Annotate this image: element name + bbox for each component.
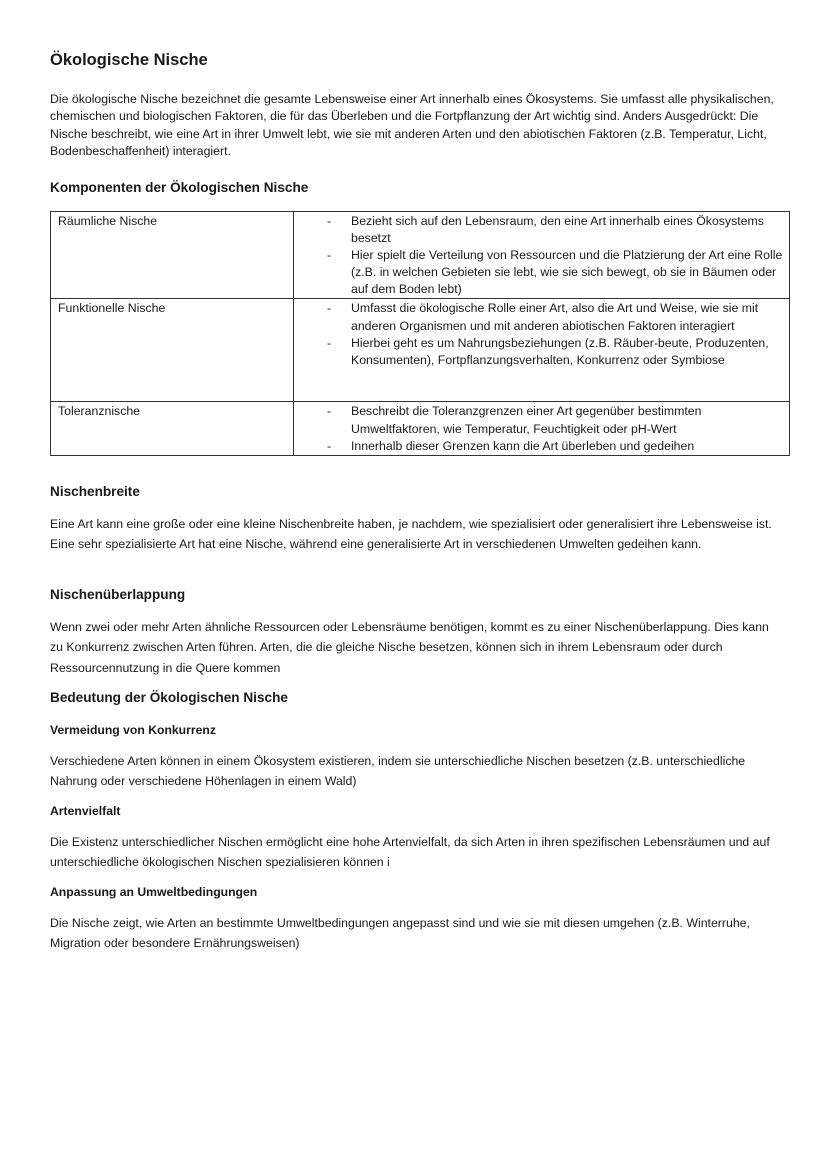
subsection-paragraph: Die Existenz unterschiedlicher Nischen ermöglicht eine hohe Artenvielfalt, da sich Arten in ihren spezifischen Lebensräumen und auf unterschiedliche ökologischen Nischen spezialisieren können i xyxy=(50,835,770,870)
subsection-paragraph: Verschiedene Arten können in einem Ökosystem existieren, indem sie unterschiedliche Nischen besetzen (z.B. unterschiedliche Nahrung oder verschiedene Höhenlagen in einem Wald) xyxy=(50,754,746,789)
list-item xyxy=(294,438,789,455)
dash-bullet-icon: - xyxy=(327,214,332,228)
dash-bullet-icon: - xyxy=(327,248,332,263)
list-item xyxy=(294,403,789,437)
page-title: Ökologische Nische xyxy=(50,51,208,69)
point-text: Bezieht sich auf den Lebensraum, den eine Art innerhalb eines Ökosystems besetzt xyxy=(351,214,764,246)
component-description xyxy=(294,402,790,455)
table-row xyxy=(51,299,790,402)
point-text: Innerhalb dieser Grenzen kann die Art überleben und gedeihen xyxy=(351,438,695,453)
nischenbreite-paragraph: Eine Art kann eine große oder eine kleine Nischenbreite haben, je nachdem, wie spezialisiert oder generalisiert ihre Lebensweise ist. Eine sehr spezialisierte Art hat eine Nische, während eine generalisierte Art in verschiedenen Umwelten gedeihen kann. xyxy=(50,517,772,552)
bedeutung-heading: Bedeutung der Ökologischen Nische xyxy=(50,690,288,705)
list-item xyxy=(294,213,789,247)
component-name: Räumliche Nische xyxy=(51,212,294,299)
dash-bullet-icon: - xyxy=(327,301,332,316)
components-heading: Komponenten der Ökologischen Nische xyxy=(50,180,309,195)
dash-bullet-icon: - xyxy=(327,404,332,419)
table-row xyxy=(51,402,790,455)
nischenueberlappung-heading: Nischenüberlappung xyxy=(50,587,186,602)
list-item xyxy=(294,247,789,298)
subsection-heading: Vermeidung von Konkurrenz xyxy=(50,723,216,737)
point-text: Beschreibt die Toleranzgrenzen einer Art gegenüber bestimmten Umweltfaktoren, wie Temperatur, Feuchtigkeit oder pH-Wert xyxy=(351,404,702,436)
dash-bullet-icon: - xyxy=(327,335,332,350)
nischenueberlappung-paragraph: Wenn zwei oder mehr Arten ähnliche Ressourcen oder Lebensräume benötigen, kommt es zu einer Nischenüberlappung. Dies kann zu Konkurrenz zwischen Arten führen. Arten, die die gleiche Nische besetzen, können sich in ihrem Lebensraum oder durch Ressourcennutzung in die Quere kommen xyxy=(50,620,769,675)
component-name: Toleranznische xyxy=(51,402,294,455)
subsection-heading: Artenvielfalt xyxy=(50,804,121,818)
point-text: Hier spielt die Verteilung von Ressourcen und die Platzierung der Art eine Rolle (z.B. in welchen Gebieten sie lebt, wie sie sich bewegt, ob sie in Bäumen oder auf dem Boden lebt) xyxy=(351,248,783,297)
point-text: Umfasst die ökologische Rolle einer Art, also die Art und Weise, wie sie mit anderen Organismen und mit anderen abiotischen Faktoren interagiert xyxy=(351,301,759,333)
subsection-paragraph: Die Nische zeigt, wie Arten an bestimmte Umweltbedingungen angepasst sind und wie sie mit diesen umgehen (z.B. Winterruhe, Migration oder besondere Ernährungsweisen) xyxy=(50,916,750,951)
intro-paragraph: Die ökologische Nische bezeichnet die gesamte Lebensweise einer Art innerhalb eines Ökosystems. Sie umfasst alle physikalischen, chemischen und biologischen Faktoren, die für das Überleben und die Fortpflanzung der Art wichtig sind. Anders Ausgedrückt: Die Nische beschreibt, wie eine Art in ihrer Umwelt lebt, wie sie mit anderen Arten und den abiotischen Faktoren (z.B. Temperatur, Licht, Bodenbeschaffenheit) interagiert. xyxy=(50,92,774,158)
list-item xyxy=(294,300,789,334)
table-row xyxy=(51,212,790,299)
nischenbreite-heading: Nischenbreite xyxy=(50,484,140,499)
component-description xyxy=(294,299,790,402)
component-description xyxy=(294,212,790,299)
component-name: Funktionelle Nische xyxy=(51,299,294,402)
list-item xyxy=(294,335,789,369)
point-text: Hierbei geht es um Nahrungsbeziehungen (z.B. Räuber-beute, Produzenten, Konsumenten), Fortpflanzungsverhalten, Konkurrenz oder Symbiose xyxy=(351,335,769,367)
components-table xyxy=(50,211,790,456)
dash-bullet-icon: - xyxy=(327,438,332,453)
subsection-heading: Anpassung an Umweltbedingungen xyxy=(50,885,258,899)
